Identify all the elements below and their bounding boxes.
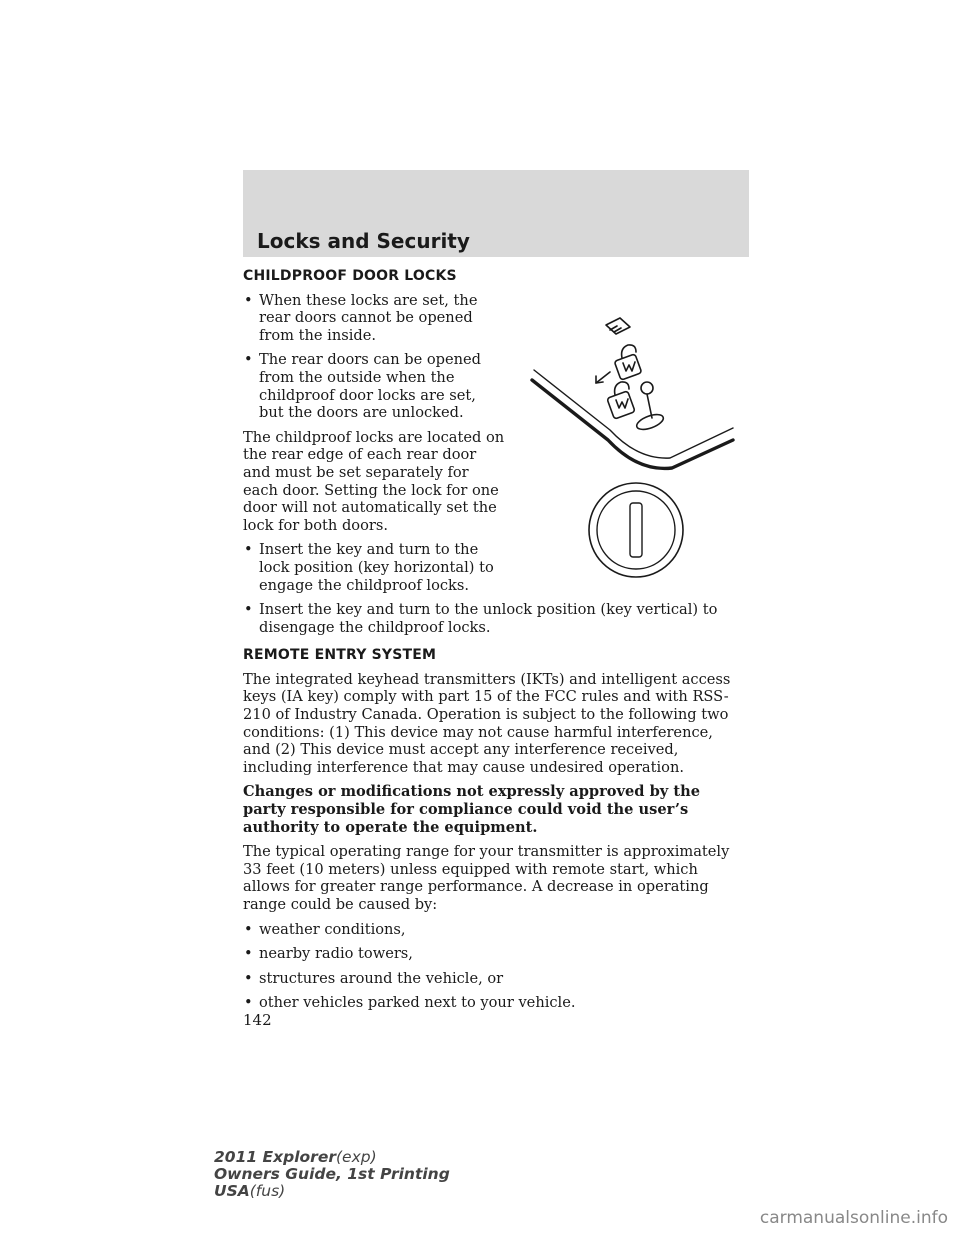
footer-model-code: (exp): [335, 1148, 377, 1166]
fcc-warning: Changes or modifications not expressly approved by the party responsible for compliance could void the user’s authority to operate the equipment.: [243, 783, 700, 836]
footer-model: 2011 Explorer: [214, 1148, 336, 1166]
footer-market: USA: [214, 1182, 250, 1200]
list-item: • The rear doors can be opened from the outside when the childproof door locks are set, but the doors are unlocked.: [243, 351, 505, 421]
remote-entry-heading: REMOTE ENTRY SYSTEM: [243, 647, 437, 664]
arrow-icon: [596, 372, 610, 383]
list-item: • nearby radio towers,: [243, 945, 743, 963]
list-item: • structures around the vehicle, or: [243, 970, 743, 988]
page-number: 142: [243, 1011, 272, 1029]
footer-market-code: (fus): [249, 1182, 286, 1200]
unlocked-lock-icon: [606, 318, 630, 334]
childproof-heading: CHILDPROOF DOOR LOCKS: [243, 268, 457, 284]
locked-symbol-icon: [614, 345, 642, 380]
section-title: Locks and Security: [257, 229, 470, 253]
list-item: • other vehicles parked next to your vehicle.: [243, 994, 743, 1012]
childproof-paragraph: The childproof locks are located on the rear edge of each rear door and must be set separately for each door. Setting the lock for one door will not automatically set the lock for both doors.: [243, 428, 505, 534]
list-item: • Insert the key and turn to the lock position (key horizontal) to engage the childproof locks.: [243, 541, 505, 594]
list-item: • weather conditions,: [243, 921, 743, 939]
list-item: • Insert the key and turn to the unlock position (key vertical) to disengage the childproof locks.: [243, 601, 743, 636]
range-paragraph: The typical operating range for your transmitter is approximately 33 feet (10 meters) unless equipped with remote start, which allows for greater range performance. A decrease in operating range could be caused by:: [243, 843, 730, 913]
childproof-narrow-column: [243, 292, 505, 595]
list-item: • When these locks are set, the rear doors cannot be opened from the inside.: [243, 292, 505, 345]
footer-edition: Owners Guide, 1st Printing: [214, 1165, 450, 1183]
section-header-band: [243, 170, 749, 257]
lock-with-key-icon: [607, 382, 665, 433]
childproof-lock-illustration: [520, 300, 750, 590]
document-footer: [214, 1149, 450, 1200]
watermark: carmanualsonline.info: [759, 1208, 948, 1228]
key-cylinder-icon: [589, 483, 683, 577]
remote-entry-paragraph: The integrated keyhead transmitters (IKTs) and intelligent access keys (IA key) comply with part 15 of the FCC rules and with RSS-210 of Industry Canada. Operation is subject to the following two conditions: (1) This device may not cause harmful interference, and (2) This device must accept any interference received, including interference that may cause undesired operation.: [243, 670, 731, 776]
